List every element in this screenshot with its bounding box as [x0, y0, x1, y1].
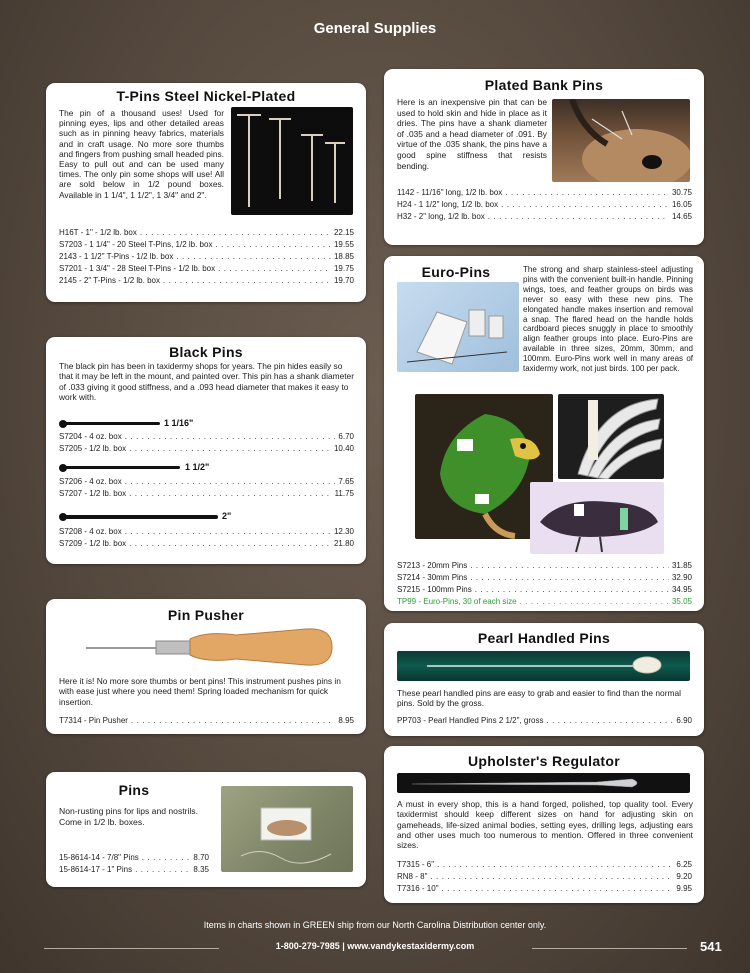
item-price: 32.90	[671, 573, 692, 582]
bank-pins-title: Plated Bank Pins	[484, 77, 604, 93]
price-row	[397, 199, 692, 211]
pins-card	[46, 772, 366, 887]
item-label: H16T - 1" - 1/2 lb. box	[59, 228, 137, 237]
price-row	[59, 526, 354, 538]
item-label: 1142 - 11/16" long, 1/2 lb. box	[397, 188, 503, 197]
item-price: 11.75	[334, 489, 354, 498]
price-row	[59, 476, 354, 488]
item-price: 10.40	[333, 444, 354, 453]
pin-pusher-description: Here it is! No more sore thumbs or bent pins! This instrument pushes pins in with ease just where you need them! Spring loaded mechanism for quick insertion.	[59, 676, 341, 707]
item-price: 12.30	[333, 527, 354, 536]
item-label: S7206 - 4 oz. box	[59, 477, 122, 486]
item-price: 9.95	[676, 884, 692, 893]
item-label: S7203 - 1 1/4" - 20 Steel T-Pins, 1/2 lb. box	[59, 240, 213, 249]
price-row	[397, 187, 692, 199]
item-price: 19.75	[333, 264, 354, 273]
euro-pins-price-list	[397, 560, 692, 608]
item-label: S7205 - 1/2 lb. box	[59, 444, 127, 453]
pin-pusher-price-list	[59, 715, 354, 727]
dot-leader	[140, 227, 331, 239]
item-label: RN8 - 8"	[397, 872, 428, 881]
black-pins-group-3	[59, 526, 354, 550]
item-price: 9.20	[676, 872, 692, 881]
page-title: General Supplies	[313, 20, 437, 37]
item-price: 19.70	[333, 276, 354, 285]
price-row	[59, 263, 354, 275]
bank-pins-photo	[552, 99, 690, 182]
item-label: S7204 - 4 oz. box	[59, 432, 122, 441]
item-price: 31.85	[671, 561, 692, 570]
dot-leader	[142, 852, 191, 864]
dot-leader	[125, 526, 331, 538]
price-row	[397, 584, 692, 596]
tpins-card	[46, 83, 366, 302]
dot-leader	[437, 859, 673, 871]
euro-pins-title: Euro-Pins	[421, 264, 491, 280]
dot-leader	[488, 211, 669, 223]
dot-leader	[501, 199, 669, 211]
euro-pins-description: The strong and sharp stainless-steel adjusting pins with the convenient built-in handle. Pinning wings, toes, and feather groups on birds was never so easy with these new pins. The elongated handle makes insertion and removal a snap. The flared head on the handle holds cardboard pieces snuggly in place to smoothly align feather groups into place. Euro-Pins are available in three sizes, 20mm, 30mm, and 100mm. Euro-Pins work well in many areas of taxidermy work, not just birds. 100 per pack.	[523, 265, 693, 374]
tpins-photo	[231, 107, 353, 215]
price-row	[59, 239, 354, 251]
price-row	[397, 572, 692, 584]
price-row	[59, 443, 354, 455]
price-row	[59, 227, 354, 239]
item-price: 8.35	[193, 865, 209, 874]
item-label: 15-8614-17 - 1" Pins	[59, 865, 133, 874]
pearl-pins-card	[384, 623, 704, 736]
pearl-pins-description: These pearl handled pins are easy to grab and easier to find than the normal pins. Sold by the gross.	[397, 688, 682, 709]
price-row	[397, 859, 692, 871]
item-label: 2143 - 1 1/2" T-Pins - 1/2 lb. box	[59, 252, 174, 261]
dot-leader	[131, 715, 335, 727]
item-label: T7316 - 10"	[397, 884, 439, 893]
regulator-description: A must in every shop, this is a hand forged, polished, top quality tool. Every taxidermist should keep different sizes on hand for adjusting skin on gameheads, life-sized animal bodies, setting eyes, drilling legs, adjusting ears and other uses much too numerous to mention. Offered in three convenient sizes.	[397, 799, 693, 851]
pins-description: Non-rusting pins for lips and nostrils. Come in 1/2 lb. boxes.	[59, 806, 198, 827]
bank-pins-price-list	[397, 187, 692, 223]
pearl-pins-price-list	[397, 715, 692, 727]
dot-leader	[520, 596, 669, 608]
price-row	[59, 864, 209, 876]
pin-pusher-card	[46, 599, 366, 734]
item-label: H32 - 2" long, 1/2 lb. box	[397, 212, 485, 221]
tpins-description: The pin of a thousand uses! Used for pinning eyes, lips and other detailed areas such as in pinning heavy fabrics, materials and in craft usage. No more sore thumbs and fingers from pushing small headed pins. Easy to pull out and can be used many times. The only pin some shops will use! All are sold below in 1/2 pound boxes. Available in 1 1/4", 1 1/2", 1 3/4" and 2".	[59, 108, 224, 200]
item-price: 35.05	[671, 597, 692, 606]
pearl-pins-title: Pearl Handled Pins	[477, 630, 611, 646]
item-price: 6.25	[676, 860, 692, 869]
price-row	[397, 560, 692, 572]
price-row	[59, 251, 354, 263]
item-label: S7214 - 30mm Pins	[397, 573, 468, 582]
dot-leader	[135, 864, 190, 876]
dot-leader	[163, 275, 331, 287]
pins-photo	[221, 786, 353, 872]
footer-contact: 1-800-279-7985 | www.vandykestaxidermy.com	[275, 941, 475, 951]
item-price: 16.05	[671, 200, 692, 209]
black-pins-description: The black pin has been in taxidermy shops for years. The pin hides easily so that it may be left in the mount, and painted over. This pin has a shank diameter of .033 giving it good stiffness, and a .093 head diameter that makes it easy to work with.	[59, 361, 355, 403]
item-price: 6.90	[676, 716, 692, 725]
footer-shipping-note: Items in charts shown in GREEN ship from our North Carolina Distribution center only.	[203, 920, 547, 930]
price-row	[397, 883, 692, 895]
item-price: 18.85	[333, 252, 354, 261]
item-label: S7201 - 1 3/4" - 28 Steel T-Pins - 1/2 lb. box	[59, 264, 216, 273]
item-price: 8.95	[338, 716, 354, 725]
dot-leader	[470, 572, 669, 584]
regulator-title: Upholster's Regulator	[468, 753, 620, 769]
price-row	[59, 538, 354, 550]
dot-leader	[430, 871, 673, 883]
pin-shank	[62, 466, 180, 469]
regulator-price-list	[397, 859, 692, 895]
price-row	[397, 871, 692, 883]
dot-leader	[129, 538, 331, 550]
pearl-pins-photo	[397, 651, 690, 681]
price-row	[59, 488, 354, 500]
item-price: 19.55	[333, 240, 354, 249]
regulator-photo	[397, 773, 690, 793]
bird-photo	[530, 482, 664, 554]
pins-title: Pins	[118, 782, 150, 798]
item-price: 30.75	[671, 188, 692, 197]
price-row	[59, 275, 354, 287]
pin-pusher-title: Pin Pusher	[167, 607, 245, 623]
bank-pins-description: Here is an inexpensive pin that can be used to hold skin and hide in place as it dries. The pins have a shank diameter of .035 and a head diameter of .091. By virtue of the .035 shank, the pins have a good spine stiffness that resists bending.	[397, 97, 547, 171]
wing-photo	[558, 394, 664, 479]
dot-leader	[470, 560, 669, 572]
pin-size-label: 1 1/16"	[164, 418, 194, 428]
dot-leader	[215, 239, 331, 251]
black-pins-group-2	[59, 476, 354, 500]
black-pins-card	[46, 337, 366, 564]
dot-leader	[176, 251, 331, 263]
pins-price-list	[59, 852, 209, 876]
dot-leader	[505, 187, 669, 199]
item-label: TP99 - Euro-Pins, 30 of each size	[397, 597, 517, 606]
item-price: 21.80	[333, 539, 354, 548]
dot-leader	[125, 476, 336, 488]
item-label: T7314 - Pin Pusher	[59, 716, 128, 725]
black-pins-title: Black Pins	[169, 344, 243, 360]
price-row	[397, 596, 692, 608]
item-label: S7208 - 4 oz. box	[59, 527, 122, 536]
dot-leader	[218, 263, 331, 275]
dot-leader	[129, 443, 331, 455]
footer-divider-right	[532, 948, 687, 949]
item-label: T7315 - 6"	[397, 860, 435, 869]
item-label: S7215 - 100mm Pins	[397, 585, 472, 594]
item-label: 2145 - 2" T-Pins - 1/2 lb. box	[59, 276, 160, 285]
item-label: S7209 - 1/2 lb. box	[59, 539, 127, 548]
item-label: S7207 - 1/2 lb. box	[59, 489, 127, 498]
item-price: 34.95	[671, 585, 692, 594]
price-row	[397, 211, 692, 223]
black-pins-group-1	[59, 431, 354, 455]
euro-pins-card	[384, 256, 704, 611]
price-row	[59, 852, 209, 864]
item-price: 6.70	[338, 432, 354, 441]
item-label: 15-8614-14 - 7/8" Pins	[59, 853, 139, 862]
pin-pusher-photo	[86, 621, 336, 669]
dot-leader	[129, 488, 331, 500]
dot-leader	[475, 584, 669, 596]
euro-pins-photo	[397, 282, 519, 372]
t-pin-shapes	[237, 115, 345, 207]
item-price: 22.15	[333, 228, 354, 237]
item-price: 8.70	[193, 853, 209, 862]
dot-leader	[442, 883, 674, 895]
dot-leader	[546, 715, 673, 727]
item-price: 14.65	[671, 212, 692, 221]
pin-size-label: 1 1/2"	[185, 462, 210, 472]
item-label: PP703 - Pearl Handled Pins 2 1/2", gross	[397, 716, 544, 725]
item-price: 7.65	[338, 477, 354, 486]
pin-size-label: 2"	[222, 511, 232, 521]
item-label: H24 - 1 1/2" long, 1/2 lb. box	[397, 200, 499, 209]
page-number: 541	[700, 939, 722, 954]
dot-leader	[125, 431, 336, 443]
item-label: S7213 - 20mm Pins	[397, 561, 468, 570]
pin-shank	[62, 515, 218, 519]
bank-pins-card	[384, 69, 704, 245]
price-row	[59, 715, 354, 727]
tpins-price-list	[59, 227, 354, 287]
price-row	[59, 431, 354, 443]
price-row	[397, 715, 692, 727]
tpins-title: T-Pins Steel Nickel-Plated	[116, 88, 296, 104]
pin-shank	[62, 422, 160, 425]
regulator-card	[384, 746, 704, 903]
